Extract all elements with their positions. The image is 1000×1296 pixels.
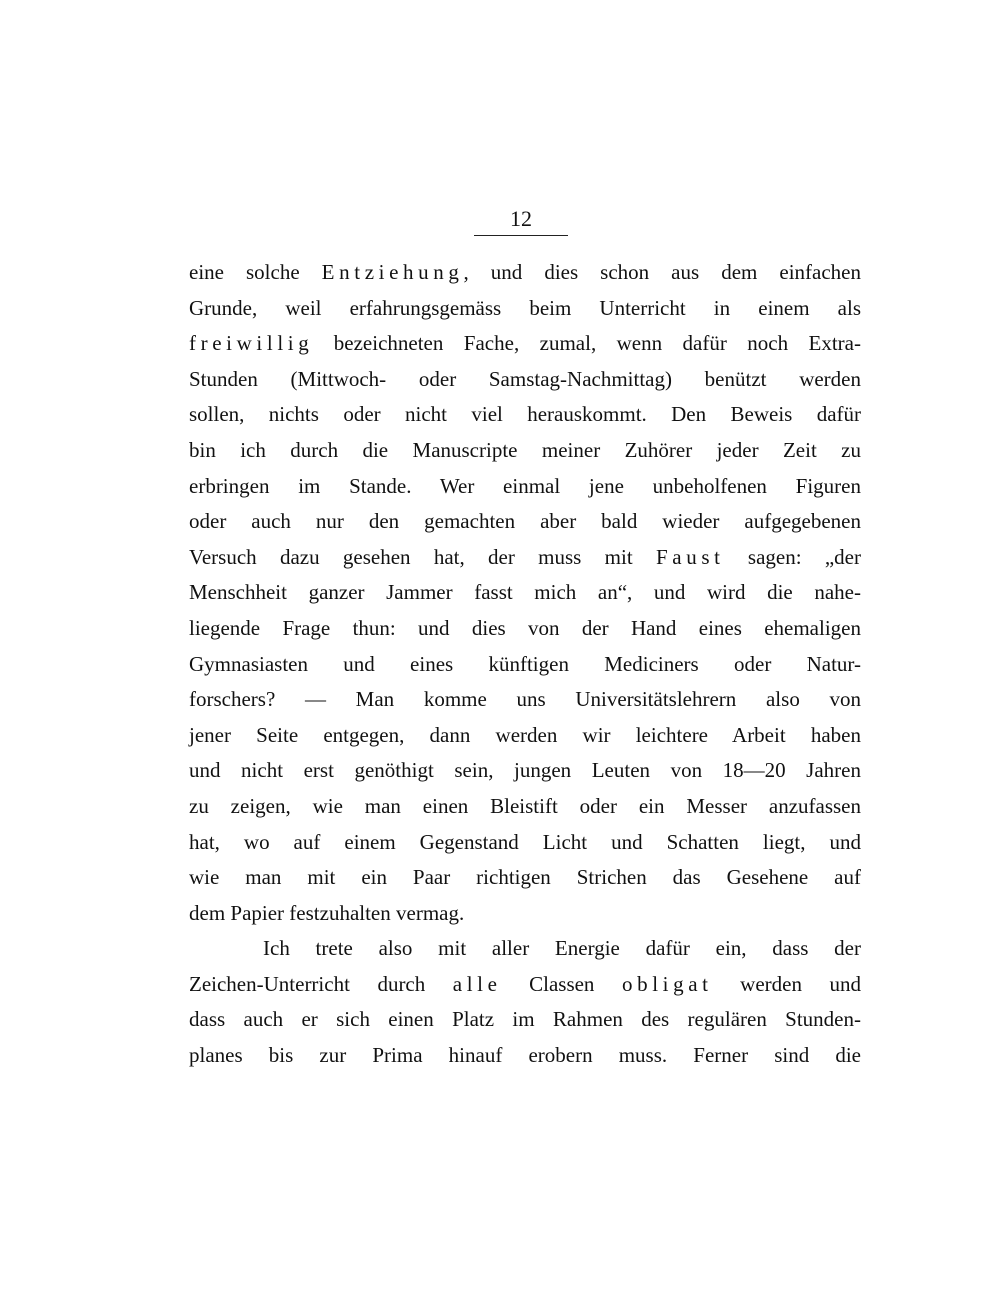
text-line-11: liegende Frage thun: und dies von der Hand eines ehemaligen: [189, 615, 861, 640]
text-line-23: planes bis zur Prima hinauf erobern muss. Ferner sind die: [189, 1043, 861, 1068]
text-line-5: sollen, nichts oder nicht viel herauskommt. Den Beweis dafür: [189, 402, 861, 427]
text-line-20: Ich trete also mit aller Energie dafür ein, dass der: [263, 936, 861, 961]
text-line-16: zu zeigen, wie man einen Bleistift oder ein Messer anzufassen: [189, 793, 861, 818]
text-line-18: wie man mit ein Paar richtigen Strichen das Gesehene auf: [189, 865, 861, 890]
text-line-15: und nicht erst genöthigt sein, jungen Leuten von 18—20 Jahren: [189, 758, 861, 783]
text-line-22: dass auch er sich einen Platz im Rahmen des regulären Stunden-: [189, 1007, 861, 1032]
text-line-19: dem Papier festzuhalten vermag.: [189, 900, 465, 925]
text-line-14: jener Seite entgegen, dann werden wir leichtere Arbeit haben: [189, 722, 861, 747]
text-line-10: Menschheit ganzer Jammer fasst mich an“, und wird die nahe-: [189, 580, 861, 605]
text-line-6: bin ich durch die Manuscripte meiner Zuhörer jeder Zeit zu: [189, 437, 861, 462]
text-line-1: eine solche Entziehung, und dies schon aus dem einfachen: [189, 260, 861, 284]
text-line-7: erbringen im Stande. Wer einmal jene unbeholfenen Figuren: [189, 473, 861, 498]
body-text: [189, 255, 861, 1074]
text-line-17: hat, wo auf einem Gegenstand Licht und Schatten liegt, und: [189, 829, 861, 854]
page-number-rule: [474, 235, 568, 236]
text-line-12: Gymnasiasten und eines künftigen Mediciners oder Natur-: [189, 651, 861, 676]
text-line-13: forschers? — Man komme uns Universitätslehrern also von: [189, 687, 861, 712]
text-line-3: freiwillig bezeichneten Fache, zumal, wenn dafür noch Extra-: [189, 331, 861, 356]
text-line-9: Versuch dazu gesehen hat, der muss mit Faust sagen: „der: [189, 544, 861, 569]
text-line-21: Zeichen-Unterricht durch alle Classen obligat werden und: [189, 971, 861, 996]
text-line-4: Stunden (Mittwoch- oder Samstag-Nachmittag) benützt werden: [189, 366, 861, 391]
text-line-2: Grunde, weil erfahrungsgemäss beim Unterricht in einem als: [189, 295, 861, 320]
page-number: 12: [510, 206, 532, 231]
text-line-8: oder auch nur den gemachten aber bald wieder aufgegebenen: [189, 509, 861, 534]
